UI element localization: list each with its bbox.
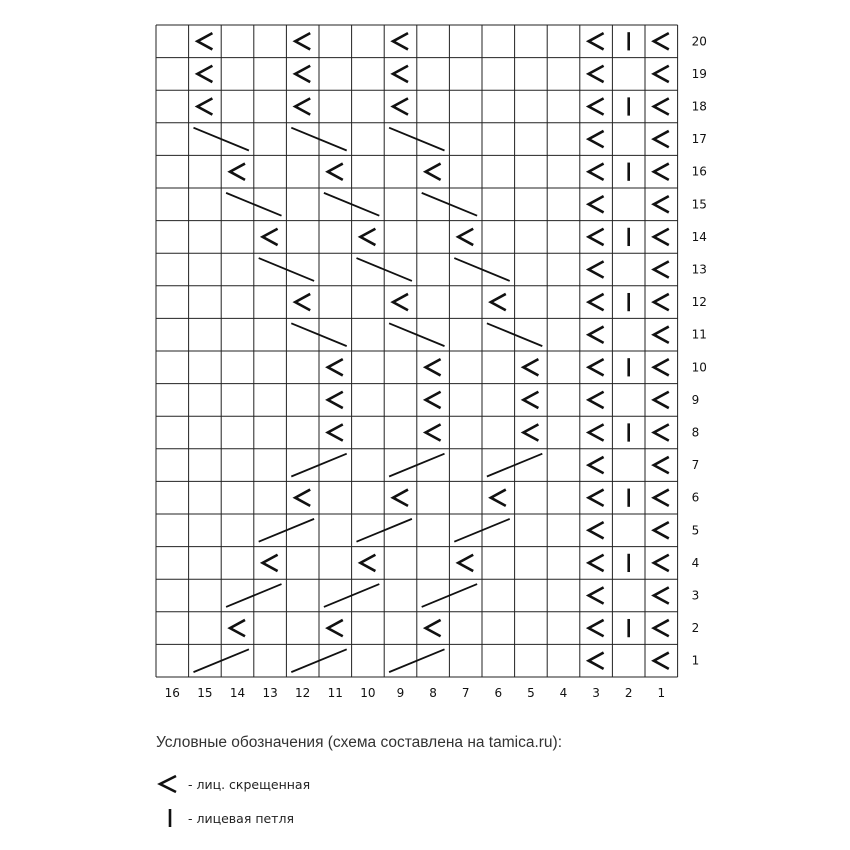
- twisted-knit-icon: [156, 772, 188, 796]
- row-label: 14: [691, 229, 707, 244]
- twisted-knit-symbol: [523, 392, 538, 408]
- twisted-knit-symbol: [426, 424, 441, 440]
- twisted-knit-symbol: [654, 66, 669, 82]
- twisted-knit-symbol: [589, 261, 604, 277]
- legend-label-knit: - лицевая петля: [188, 810, 294, 826]
- twisted-knit-symbol: [328, 392, 343, 408]
- column-label: 14: [229, 686, 246, 700]
- twisted-knit-symbol: [589, 33, 604, 49]
- chart-symbols: [193, 32, 668, 672]
- knit-stitch-icon: [156, 806, 188, 830]
- twisted-knit-symbol: [589, 653, 604, 669]
- twisted-knit-symbol: [295, 490, 310, 506]
- column-label: 5: [527, 686, 535, 700]
- twisted-knit-symbol: [393, 33, 408, 49]
- row-label: 9: [691, 392, 700, 407]
- row-label: 11: [691, 327, 707, 342]
- twisted-knit-symbol: [230, 620, 245, 636]
- column-label: 11: [327, 686, 343, 700]
- row-label: 6: [691, 490, 700, 505]
- twisted-knit-symbol: [328, 164, 343, 180]
- twisted-knit-symbol: [230, 164, 245, 180]
- row-label: 3: [691, 588, 700, 603]
- twisted-knit-symbol: [589, 522, 604, 538]
- twisted-knit-symbol: [426, 392, 441, 408]
- twisted-knit-symbol: [393, 294, 408, 310]
- legend-item-knit: [156, 806, 294, 830]
- legend-title: Условные обозначения (схема составлена на tamica.ru):: [156, 734, 563, 751]
- twisted-knit-symbol: [654, 653, 669, 669]
- column-label: 4: [559, 686, 568, 700]
- row-label: 5: [691, 523, 700, 538]
- twisted-knit-symbol: [589, 131, 604, 147]
- twisted-knit-symbol: [523, 359, 538, 375]
- twisted-knit-symbol: [295, 66, 310, 82]
- twisted-knit-symbol: [491, 294, 506, 310]
- twisted-knit-symbol: [197, 66, 212, 82]
- twisted-knit-symbol: [654, 294, 669, 310]
- row-label: 15: [691, 197, 707, 212]
- twisted-knit-symbol: [197, 98, 212, 114]
- column-label: 10: [360, 686, 376, 700]
- twisted-knit-symbol: [654, 424, 669, 440]
- twisted-knit-symbol: [491, 490, 506, 506]
- twisted-knit-symbol: [393, 98, 408, 114]
- row-label: 19: [691, 66, 707, 81]
- twisted-knit-symbol: [328, 620, 343, 636]
- twisted-knit-symbol: [589, 620, 604, 636]
- column-label: 1: [657, 686, 666, 700]
- twisted-knit-symbol: [589, 196, 604, 212]
- twisted-knit-symbol: [589, 164, 604, 180]
- column-label: 7: [461, 686, 470, 700]
- twisted-knit-symbol: [523, 424, 538, 440]
- twisted-knit-symbol: [589, 424, 604, 440]
- twisted-knit-symbol: [589, 392, 604, 408]
- twisted-knit-symbol: [654, 457, 669, 473]
- twisted-knit-symbol: [197, 33, 212, 49]
- twisted-knit-symbol: [295, 98, 310, 114]
- twisted-knit-symbol: [654, 229, 669, 245]
- column-label: 8: [429, 686, 437, 700]
- twisted-knit-symbol: [426, 164, 441, 180]
- row-label: 8: [691, 425, 700, 440]
- twisted-knit-symbol: [360, 229, 375, 245]
- twisted-knit-symbol: [654, 490, 669, 506]
- twisted-knit-symbol: [654, 196, 669, 212]
- column-label: 2: [624, 686, 633, 700]
- twisted-knit-symbol: [654, 33, 669, 49]
- legend-item-twisted-knit: [156, 772, 310, 796]
- twisted-knit-symbol: [589, 66, 604, 82]
- twisted-knit-symbol: [654, 164, 669, 180]
- column-label: 3: [592, 686, 600, 700]
- row-label: 17: [691, 132, 707, 147]
- twisted-knit-symbol: [654, 131, 669, 147]
- twisted-knit-symbol: [393, 490, 408, 506]
- row-label: 1: [691, 653, 700, 668]
- twisted-knit-symbol: [589, 359, 604, 375]
- twisted-knit-symbol: [426, 620, 441, 636]
- column-label: 15: [197, 686, 213, 700]
- twisted-knit-symbol: [654, 392, 669, 408]
- twisted-knit-symbol: [458, 229, 473, 245]
- twisted-knit-symbol: [263, 229, 278, 245]
- chart-grid: [156, 25, 678, 677]
- row-label: 7: [691, 458, 700, 473]
- twisted-knit-symbol: [589, 490, 604, 506]
- twisted-knit-symbol: [654, 587, 669, 603]
- twisted-knit-symbol: [589, 587, 604, 603]
- twisted-knit-symbol: [589, 327, 604, 343]
- twisted-knit-symbol: [654, 620, 669, 636]
- row-label: 16: [691, 164, 707, 179]
- twisted-knit-symbol: [360, 555, 375, 571]
- twisted-knit-symbol: [295, 294, 310, 310]
- column-label: 16: [164, 686, 180, 700]
- column-label: 6: [494, 686, 503, 700]
- twisted-knit-symbol: [654, 98, 669, 114]
- twisted-knit-symbol: [295, 33, 310, 49]
- twisted-knit-symbol: [393, 66, 408, 82]
- twisted-knit-symbol: [589, 98, 604, 114]
- twisted-knit-symbol: [654, 359, 669, 375]
- row-label: 12: [691, 295, 707, 310]
- twisted-knit-symbol: [328, 359, 343, 375]
- row-label: 18: [691, 99, 707, 114]
- twisted-knit-symbol: [654, 522, 669, 538]
- row-label: 4: [691, 555, 700, 570]
- row-label: 2: [691, 621, 700, 636]
- twisted-knit-symbol: [263, 555, 278, 571]
- legend-label-twisted-knit: - лиц. скрещенная: [188, 776, 311, 792]
- twisted-knit-symbol: [458, 555, 473, 571]
- twisted-knit-symbol: [328, 424, 343, 440]
- twisted-knit-symbol: [654, 555, 669, 571]
- column-label: 9: [396, 686, 405, 700]
- twisted-knit-symbol: [589, 229, 604, 245]
- column-label: 13: [262, 686, 278, 700]
- twisted-knit-symbol: [426, 359, 441, 375]
- twisted-knit-symbol: [589, 555, 604, 571]
- twisted-knit-symbol: [654, 327, 669, 343]
- column-label: 12: [295, 686, 311, 700]
- row-label: 13: [691, 262, 707, 277]
- twisted-knit-symbol: [589, 294, 604, 310]
- row-label: 20: [691, 34, 707, 49]
- row-label: 10: [691, 360, 707, 375]
- twisted-knit-symbol: [589, 457, 604, 473]
- twisted-knit-symbol: [654, 261, 669, 277]
